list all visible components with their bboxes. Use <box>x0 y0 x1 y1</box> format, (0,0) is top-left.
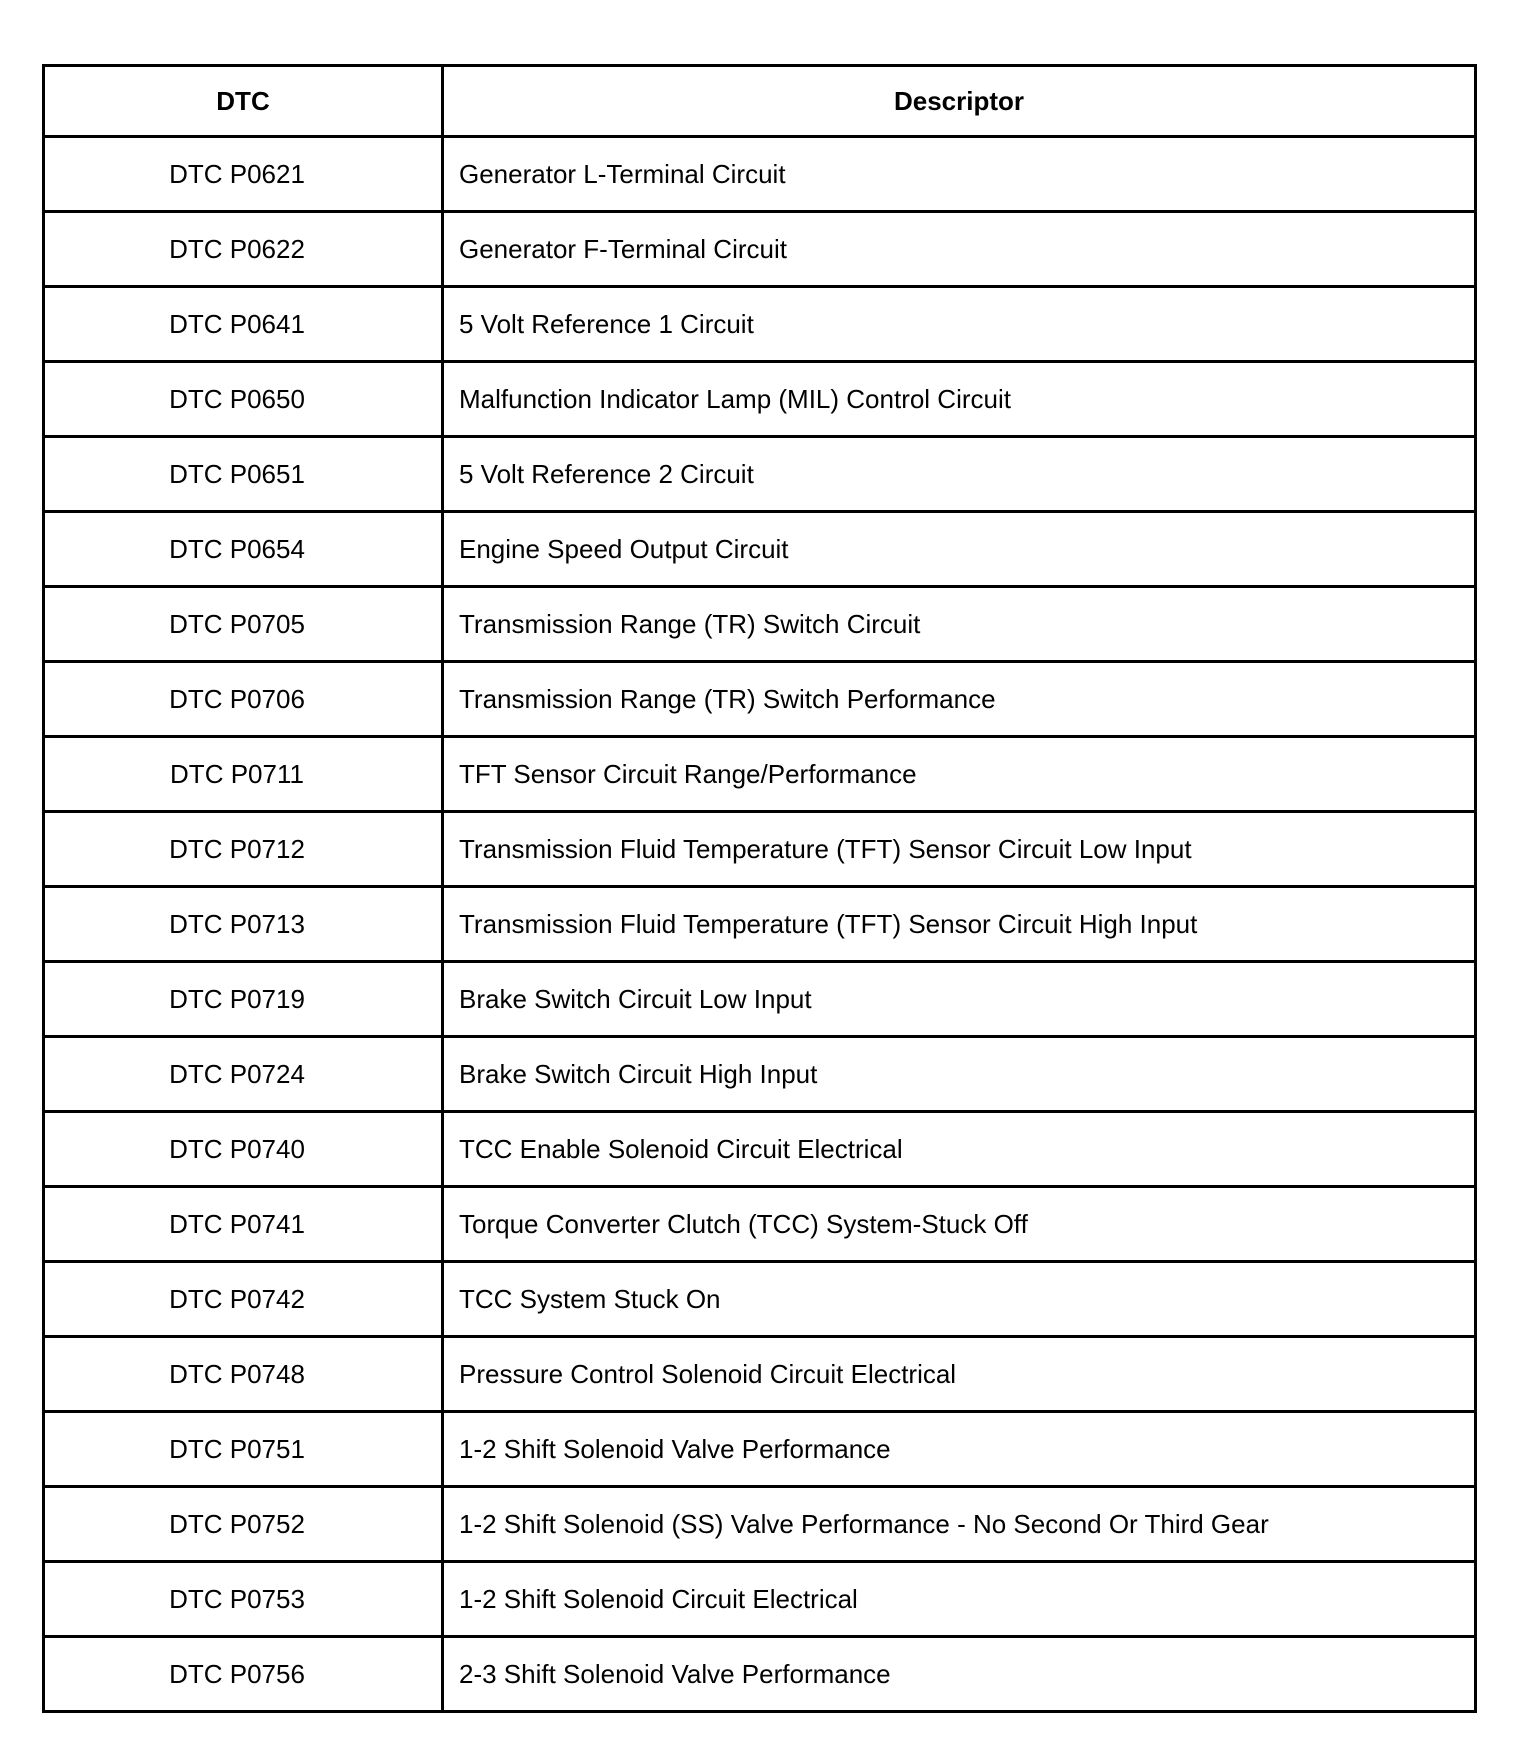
dtc-code-cell: DTC P0740 <box>44 1112 443 1187</box>
dtc-descriptor-cell: TCC Enable Solenoid Circuit Electrical <box>443 1112 1476 1187</box>
dtc-descriptor-cell: 5 Volt Reference 1 Circuit <box>443 287 1476 362</box>
dtc-code-cell: DTC P0748 <box>44 1337 443 1412</box>
table-body <box>44 137 1476 1712</box>
header-row <box>44 66 1476 137</box>
dtc-code-cell: DTC P0654 <box>44 512 443 587</box>
dtc-code-cell: DTC P0713 <box>44 887 443 962</box>
dtc-descriptor-cell: 1-2 Shift Solenoid (SS) Valve Performance - No Second Or Third Gear <box>443 1487 1476 1562</box>
dtc-descriptor-cell: Pressure Control Solenoid Circuit Electrical <box>443 1337 1476 1412</box>
dtc-descriptor-cell: Malfunction Indicator Lamp (MIL) Control Circuit <box>443 362 1476 437</box>
dtc-table <box>42 64 1477 1713</box>
header-dtc: DTC <box>44 66 443 137</box>
table-header <box>44 66 1476 137</box>
table-row <box>44 1112 1476 1187</box>
table-row <box>44 737 1476 812</box>
dtc-descriptor-cell: 1-2 Shift Solenoid Circuit Electrical <box>443 1562 1476 1637</box>
table-row <box>44 887 1476 962</box>
table-row <box>44 587 1476 662</box>
dtc-descriptor-cell: Generator F-Terminal Circuit <box>443 212 1476 287</box>
dtc-descriptor-cell: 5 Volt Reference 2 Circuit <box>443 437 1476 512</box>
table-row <box>44 362 1476 437</box>
dtc-code-cell: DTC P0705 <box>44 587 443 662</box>
table-row <box>44 212 1476 287</box>
dtc-code-cell: DTC P0719 <box>44 962 443 1037</box>
dtc-descriptor-cell: Generator L-Terminal Circuit <box>443 137 1476 212</box>
dtc-descriptor-cell: Brake Switch Circuit High Input <box>443 1037 1476 1112</box>
table-row <box>44 962 1476 1037</box>
table-row <box>44 512 1476 587</box>
table-row <box>44 1562 1476 1637</box>
table-row <box>44 437 1476 512</box>
dtc-code-cell: DTC P0621 <box>44 137 443 212</box>
table-row <box>44 287 1476 362</box>
table-row <box>44 1487 1476 1562</box>
dtc-code-cell: DTC P0741 <box>44 1187 443 1262</box>
dtc-code-cell: DTC P0756 <box>44 1637 443 1712</box>
dtc-code-cell: DTC P0641 <box>44 287 443 362</box>
table-row <box>44 1337 1476 1412</box>
dtc-code-cell: DTC P0650 <box>44 362 443 437</box>
dtc-code-cell: DTC P0706 <box>44 662 443 737</box>
dtc-descriptor-cell: TCC System Stuck On <box>443 1262 1476 1337</box>
dtc-descriptor-cell: Transmission Fluid Temperature (TFT) Sensor Circuit High Input <box>443 887 1476 962</box>
dtc-descriptor-cell: Transmission Fluid Temperature (TFT) Sensor Circuit Low Input <box>443 812 1476 887</box>
dtc-code-cell: DTC P0742 <box>44 1262 443 1337</box>
dtc-code-cell: DTC P0753 <box>44 1562 443 1637</box>
dtc-code-cell: DTC P0712 <box>44 812 443 887</box>
table-row <box>44 1412 1476 1487</box>
dtc-descriptor-cell: TFT Sensor Circuit Range/Performance <box>443 737 1476 812</box>
dtc-descriptor-cell: Transmission Range (TR) Switch Circuit <box>443 587 1476 662</box>
table-row <box>44 1262 1476 1337</box>
dtc-code-cell: DTC P0724 <box>44 1037 443 1112</box>
table-row <box>44 137 1476 212</box>
table-row <box>44 812 1476 887</box>
dtc-code-cell: DTC P0651 <box>44 437 443 512</box>
dtc-descriptor-cell: Torque Converter Clutch (TCC) System-Stuck Off <box>443 1187 1476 1262</box>
table-row <box>44 1037 1476 1112</box>
dtc-descriptor-cell: Engine Speed Output Circuit <box>443 512 1476 587</box>
dtc-code-cell: DTC P0751 <box>44 1412 443 1487</box>
table-row <box>44 1637 1476 1712</box>
dtc-descriptor-cell: Brake Switch Circuit Low Input <box>443 962 1476 1037</box>
header-descriptor: Descriptor <box>443 66 1476 137</box>
dtc-code-cell: DTC P0711 <box>44 737 443 812</box>
dtc-descriptor-cell: Transmission Range (TR) Switch Performance <box>443 662 1476 737</box>
dtc-descriptor-cell: 1-2 Shift Solenoid Valve Performance <box>443 1412 1476 1487</box>
dtc-descriptor-cell: 2-3 Shift Solenoid Valve Performance <box>443 1637 1476 1712</box>
table-row <box>44 662 1476 737</box>
dtc-code-cell: DTC P0752 <box>44 1487 443 1562</box>
dtc-code-cell: DTC P0622 <box>44 212 443 287</box>
table-row <box>44 1187 1476 1262</box>
